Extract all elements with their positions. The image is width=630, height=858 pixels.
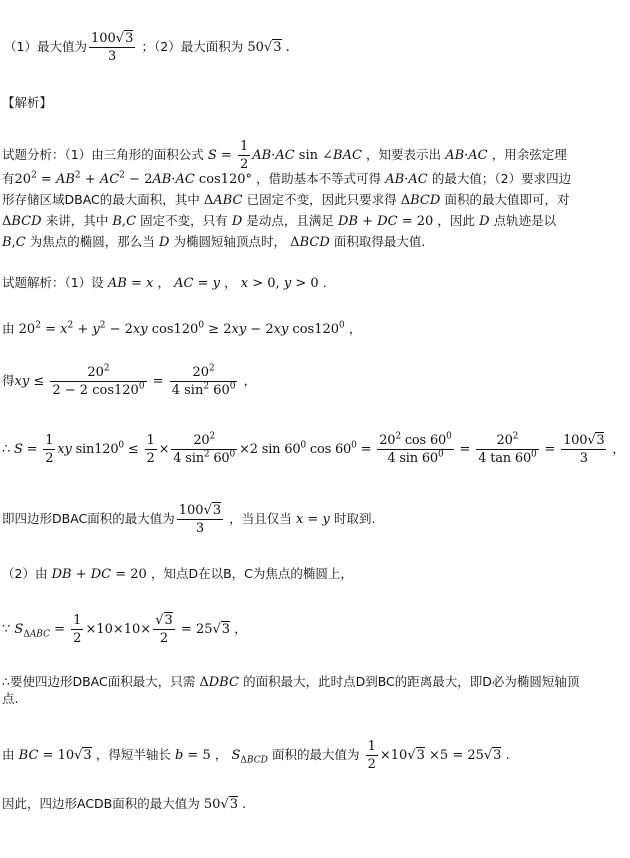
solution-line-3: 得xy ≤ $\frac{20^2}{2 - 2 \cos 120^0}$ = $\frac{20^2}{4 \sin^2 60^0}$ ， [2, 363, 257, 398]
analysis-line-3: 形存储区域DBAC的最大面积，其中 ΔABC 已固定不变，因此只要求得 ΔBCD 面积的最大值即可，对 [2, 192, 570, 208]
solution-line-1: 试题解析：（1）设 AB = x ， AC = y ， x > 0, y > 0 . [2, 275, 327, 291]
analysis-line-4: ΔBCD 来讲，其中 B,C 固定不变，只有 D 是动点，且满足 DB + DC = 20 ，因此 D 点轨迹是以 [2, 213, 557, 229]
max-area-value: 50√3 [247, 40, 282, 55]
analysis-line-1: 试题分析：（1）由三角形的面积公式 S = $\frac{1}{2}$ AB·AC sin ∠BAC ，知要表示出 AB·AC ，用余弦定理 [2, 139, 567, 172]
solution-line-8: ∴要使四边形DBAC面积最大，只需 ΔDBC 的面积最大，此时点D到BC的距离最大，即D必为椭圆短轴顶 [2, 674, 580, 690]
solution-line-5: 即四边形DBAC面积的最大值为 $\frac{100√3}{3}$ ，当且仅当 x = y 时取到. [2, 503, 376, 536]
solution-line-6: （2）由 DB + DC = 20 ，知点D在以B，C为焦点的椭圆上， [2, 566, 353, 582]
answer-line: （1）最大值为 $\frac{100√3}{3}$ ；（2）最大面积为 50√3 . [4, 31, 290, 64]
solution-line-10: 因此，四边形ACDB面积的最大值为 50√3 . [2, 796, 247, 812]
max-value-fraction: $\frac{100√3}{3}$ [90, 31, 134, 64]
solution-line-8b: 点. [2, 691, 19, 706]
solution-line-4: ∴ S = $\frac{1}{2}$ xy $\sin 120^0$ ≤ $\frac{1}{2}$ × $\frac{20^2}{4 \sin^2 60^0}$ ×2 $\sin 60^0$ $\cos 60^0$ = $\frac{20^2 \cos 60^0}{4 \sin 60^0}$ = $\frac{20^2}{4 \tan 60^0}$ = $\frac{100√3}{3}$ ， [2, 431, 625, 466]
answer-part1-label: （1）最大值为 [4, 39, 87, 54]
answer-part2-label: ；（2）最大面积为 [141, 39, 244, 54]
section-heading: 【解析】 [2, 95, 53, 110]
solution-line-9: 由 BC = 10√3 ，得短半轴长 b = 5 ， $S_{\Delta BCD}$ 面积的最大值为 $\frac{1}{2}$ ×10√3 ×5 = 25√3 . [2, 739, 510, 772]
solution-line-7: ∵ $S_{\Delta ABC}$ = $\frac{1}{2}$ ×10×10× $\frac{√3}{2}$ = 25√3 ， [2, 613, 247, 646]
solution-line-2: 由 $20^2 = x^2 + y^2 - 2xy$ $\cos 120^0 \ge 2xy - 2xy$ $\cos 120^0$ ， [2, 320, 362, 337]
analysis-line-2: 有$20^2 = AB^2 + AC^2 - 2AB\cdot AC$ cos120° ，借助基本不等式可得 AB·AC 的最大值；（2）要求四边 [2, 170, 572, 187]
analysis-line-5: B,C 为焦点的椭圆，那么当 D 为椭圆短轴顶点时， ΔBCD 面积取得最大值. [2, 234, 426, 250]
